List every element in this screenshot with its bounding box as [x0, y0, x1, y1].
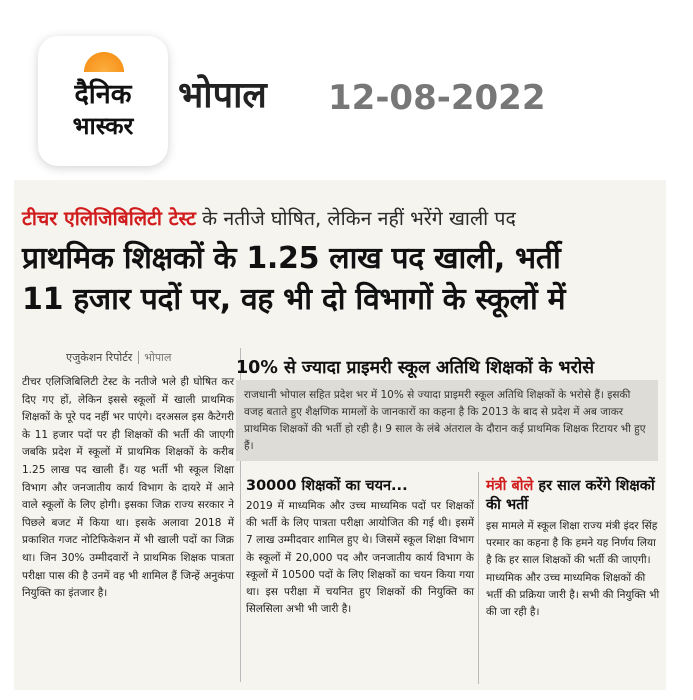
sub-heading-minister — [486, 477, 664, 515]
kicker-text: के नतीजे घोषित, लेकिन नहीं भरेंगे खाली पद — [195, 207, 516, 230]
sub-heading-minister-text: हर साल करेंगे शिक्षकों की भर्ती — [486, 478, 655, 513]
headline — [22, 238, 662, 320]
byline — [66, 350, 171, 365]
newspaper-clipping — [14, 180, 666, 690]
edition-date: 12-08-2022 — [328, 78, 546, 118]
middle-column-text: 2019 में माध्यमिक और उच्च माध्यमिक पदों पर शिक्षकों की भर्ती के लिए पात्रता परीक्षा आयोजित की गई थी। इसमें 7 लाख उम्मीदवार शामिल हुए थे। जिसमें स्कूल शिक्षा विभाग के स्कूलों में 20,000 पद और जनजातीय कार्य विभाग के स्कूलों में 10500 पदों के लिए शिक्षकों का चयन किया गया था। इस परीक्षा में चयनित हुए शिक्षकों की नियुक्ति का सिलसिला अभी भी जारी है। — [246, 500, 474, 616]
highlight-box: राजधानी भोपाल सहित प्रदेश भर में 10% से ज्यादा प्राइमरी स्कूल अतिथि शिक्षकों के भरोसे हैं। इसकी वजह बताते हुए शैक्षणिक मामलों के जानकारों का कहना है कि 2013 के बाद से प्रदेश में अब जाकर प्राथमिक शिक्षकों की भर्ती हो रही है। 9 साल के लंबे अंतराल के दौरान कई प्राथमिक शिक्षक रिटायर भी हुए हैं। — [236, 380, 658, 461]
sun-icon — [84, 42, 124, 72]
kicker-highlight: टीचर एलिजिबिलिटी टेस्ट — [22, 207, 196, 230]
left-column-text: टीचर एलिजिबिलिटी टेस्ट के नतीजे भले ही घोषित कर दिए गए हों, लेकिन इससे स्कूलों में खाली प्राथमिक शिक्षकों के पूरे पद नहीं भर पाएंगे। दरअसल इस कैटेगरी के 11 हजार पदों पर ही शिक्षकों की भर्ती की जाएगी जबकि प्रदेश में स्कूलों में प्राथमिक शिक्षकों के करीब 1.25 लाख पद खाली हैं। यह भर्ती भी स्कूल शिक्षा विभाग और जनजातीय कार्य विभाग के दायरे में आने वाले स्कूलों के लिए होगी। इसका जिक्र राज्य सरकार ने पिछले बजट में किया था। इसके अलावा 2018 में प्रकाशित गजट नोटिफिकेशन में भी खाली पदों का जिक्र था। जिन 30% उम्मीदवारों ने प्राथमिक शिक्षक पात्रता परीक्षा पास की है उनमें वह भी शामिल हैं जिन्हें अनुकंपा नियुक्ति का इंतजार है। — [22, 376, 234, 600]
right-heading: 10% से ज्यादा प्राइमरी स्कूल अतिथि शिक्षकों के भरोसे — [236, 358, 595, 378]
headline-line-2: 11 हजार पदों पर, वह भी दो विभागों के स्कूलों में — [22, 282, 566, 317]
header-bar — [0, 0, 693, 150]
sub-heading-minister-highlight: मंत्री बोले — [486, 478, 534, 494]
kicker-line — [22, 206, 662, 232]
byline-reporter: एजुकेशन रिपोर्टर — [66, 351, 133, 364]
byline-city: भोपाल — [138, 351, 171, 364]
city-name: भोपाल — [178, 75, 267, 116]
right-column-text: इस मामले में स्कूल शिक्षा राज्य मंत्री इंदर सिंह परमार का कहना है कि हमने यह निर्णय लिया है कि हर साल शिक्षकों की भर्ती की जाएगी। माध्यमिक और उच्च माध्यमिक शिक्षकों की भर्ती की प्रक्रिया जारी है। सभी की नियुक्ति भी की जा रही है। — [486, 520, 660, 619]
logo-line-1: दैनिक — [74, 79, 132, 110]
logo-line-2: भास्कर — [72, 112, 134, 140]
headline-line-1: प्राथमिक शिक्षकों के 1.25 लाख पद खाली, भर्ती — [22, 241, 561, 276]
sub-heading-selection: 30000 शिक्षकों का चयन... — [246, 478, 408, 494]
dainik-bhaskar-logo — [38, 36, 168, 166]
column-divider-2 — [478, 472, 479, 684]
